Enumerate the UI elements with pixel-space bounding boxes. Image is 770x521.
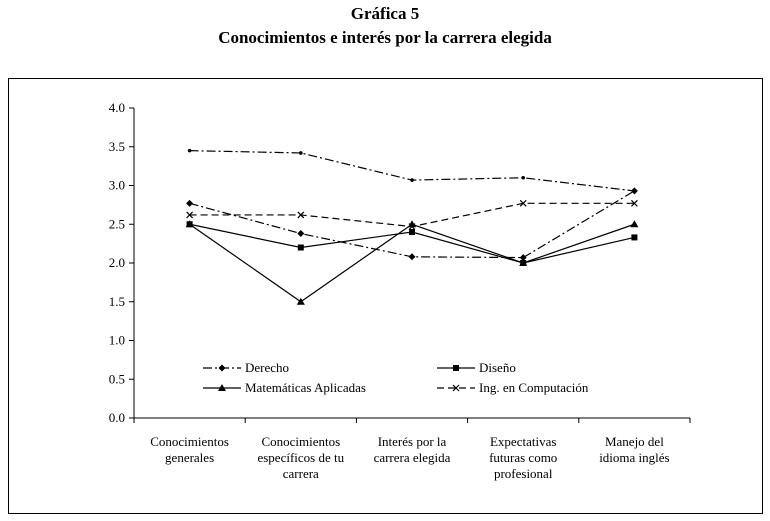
x-tick-label: Manejo del idioma inglés (599, 434, 670, 465)
data-point (633, 189, 637, 193)
y-tick-label: 2.0 (108, 255, 125, 270)
legend-label: Ing. en Computación (479, 380, 589, 395)
legend-label: Matemáticas Aplicadas (245, 380, 366, 395)
x-tick-label: Expectativas futuras como profesional (489, 434, 558, 481)
data-point (298, 245, 304, 251)
data-point (410, 178, 414, 182)
y-tick-label: 2.5 (108, 216, 125, 232)
series-line-5 (190, 151, 635, 191)
y-tick-label: 0.0 (108, 410, 125, 425)
y-tick-label: 1.0 (108, 332, 125, 348)
y-tick-label: 3.0 (108, 177, 125, 193)
y-tick-label: 3.5 (108, 138, 125, 154)
y-tick-label: 4.0 (108, 100, 125, 115)
data-point (630, 220, 638, 227)
series-line-3 (190, 224, 635, 302)
x-tick-label: Interés por la carrera elegida (373, 434, 451, 465)
data-point (299, 151, 303, 155)
data-point (409, 253, 416, 260)
chart-title: Gráfica 5 (350, 4, 420, 23)
y-tick-label: 0.5 (108, 371, 125, 387)
legend-label: Derecho (245, 360, 290, 375)
data-point (297, 298, 305, 305)
legend-marker (453, 365, 459, 371)
data-point (631, 234, 637, 240)
y-tick-label: 1.5 (108, 293, 125, 309)
x-tick-label: Conocimientos generales (150, 434, 229, 465)
legend-label: Diseño (479, 360, 516, 375)
chart-subtitle: Conocimientos e interés por la carrera elegida (218, 28, 552, 47)
data-point (521, 176, 525, 180)
legend-marker (219, 365, 226, 372)
data-point (186, 200, 193, 207)
x-tick-label: Conocimientos específicos de tu carrera (257, 434, 345, 481)
data-point (297, 230, 304, 237)
data-point (188, 149, 192, 153)
data-point (409, 229, 415, 235)
